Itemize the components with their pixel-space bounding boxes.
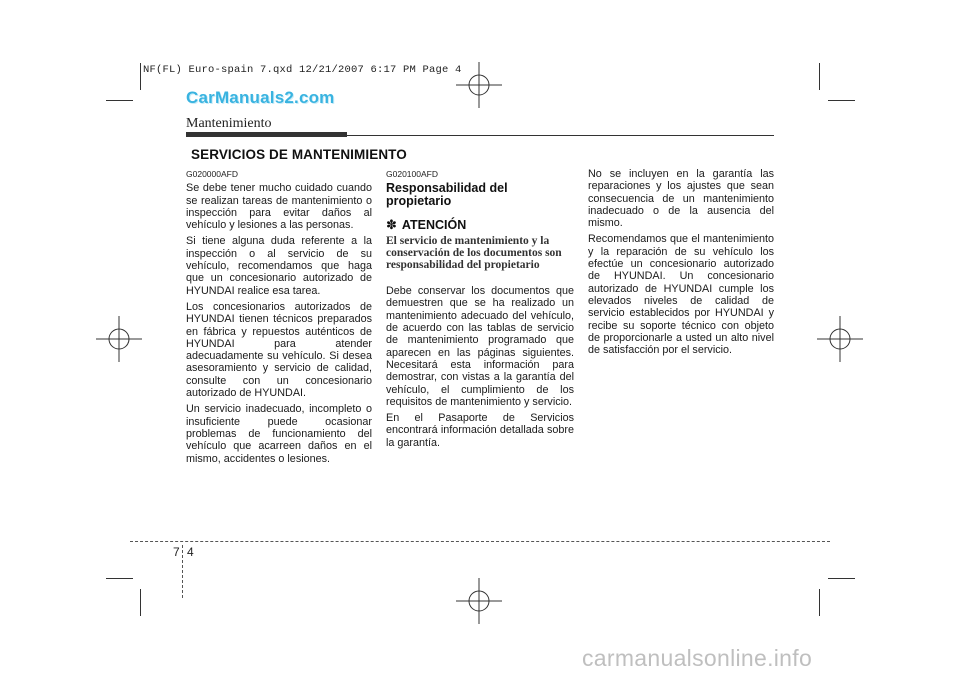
paragraph: Si tiene alguna duda referente a la inspección o al servicio de su vehículo, recomendamos que haga que un concesionario autorizado de HYUNDAI realice esa tarea. <box>186 235 372 297</box>
subsection-title: Responsabilidad del propietario <box>386 181 508 208</box>
column-3 <box>588 168 774 360</box>
registration-mark-icon <box>456 578 502 624</box>
caution-text: El servicio de mantenimiento y la conservación de los documentos son responsabilidad del propietario <box>386 235 562 272</box>
registration-mark-icon <box>817 316 863 362</box>
footer-rule <box>130 541 830 542</box>
header-rule-accent <box>186 132 347 137</box>
crop-mark <box>819 589 820 616</box>
crop-mark <box>106 100 133 101</box>
paragraph: No se incluyen en la garantía las reparaciones y los ajustes que sean consecuencia de un mantenimiento inadecuado o de la ausencia del mismo. <box>588 168 774 230</box>
paragraph: Un servicio inadecuado, incompleto o insuficiente puede ocasionar problemas de funcionamiento del vehículo que acarreen daños en el mismo, accidentes o lesiones. <box>186 403 372 465</box>
caution-label: ATENCIÓN <box>401 217 467 232</box>
registration-mark-icon <box>456 62 502 108</box>
caution-heading <box>386 219 574 231</box>
caution-asterisk-icon: ✽ <box>386 217 397 233</box>
page-number-divider <box>182 545 183 598</box>
paragraph: Recomendamos que el mantenimiento y la reparación de su vehículo los efectúe un concesionario autorizado de HYUNDAI. Un concesionario autorizado de HYUNDAI cumple los elevados niveles de calidad de servicio establecidos por HYUNDAI y recibe su soporte técnico con objeto de proporcionarle a usted un alto nivel de satisfacción por el servicio. <box>588 233 774 357</box>
column-1 <box>186 168 372 469</box>
paragraph: Debe conservar los documentos que demuestren que se ha realizado un mantenimiento adecuado del vehículo, de acuerdo con las tablas de servicio de mantenimiento programado que aparecen en las páginas siguientes. Necesitará esta información para demostrar, con vistas a la garantía del vehículo, el cumplimiento de los requisitos de mantenimiento y servicio. <box>386 285 574 408</box>
watermark-site[interactable]: carmanualsonline.info <box>582 645 813 671</box>
print-slug: NF(FL) Euro-spain 7.qxd 12/21/2007 6:17 PM Page 4 <box>143 64 462 76</box>
paragraph: Se debe tener mucho cuidado cuando se realizan tareas de mantenimiento o inspección para evitar daños al vehículo y lesiones a las personas. <box>186 182 372 232</box>
paragraph: En el Pasaporte de Servicios encontrará información detallada sobre la garantía. <box>386 412 574 449</box>
registration-mark-icon <box>96 316 142 362</box>
crop-mark <box>828 578 855 579</box>
page-number: 4 <box>187 545 194 559</box>
paragraph: Los concesionarios autorizados de HYUNDAI tienen técnicos preparados en fábrica y repuestos auténticos de HYUNDAI para atender adecuadamente su vehículo. Si desea asesoramiento y servicio de calidad, consulte con un concesionario autorizado de HYUNDAI. <box>186 300 372 400</box>
reference-code: G020100AFD <box>386 169 438 179</box>
watermark-logo[interactable]: CarManuals2.com <box>186 88 335 107</box>
section-title: SERVICIOS DE MANTENIMIENTO <box>191 147 407 162</box>
crop-mark <box>819 63 820 90</box>
running-head: Mantenimiento <box>186 116 272 131</box>
crop-mark <box>828 100 855 101</box>
column-2 <box>386 168 574 453</box>
crop-mark <box>140 589 141 616</box>
crop-mark <box>140 63 141 90</box>
chapter-number: 7 <box>173 545 180 559</box>
crop-mark <box>106 578 133 579</box>
reference-code: G020000AFD <box>186 169 238 179</box>
